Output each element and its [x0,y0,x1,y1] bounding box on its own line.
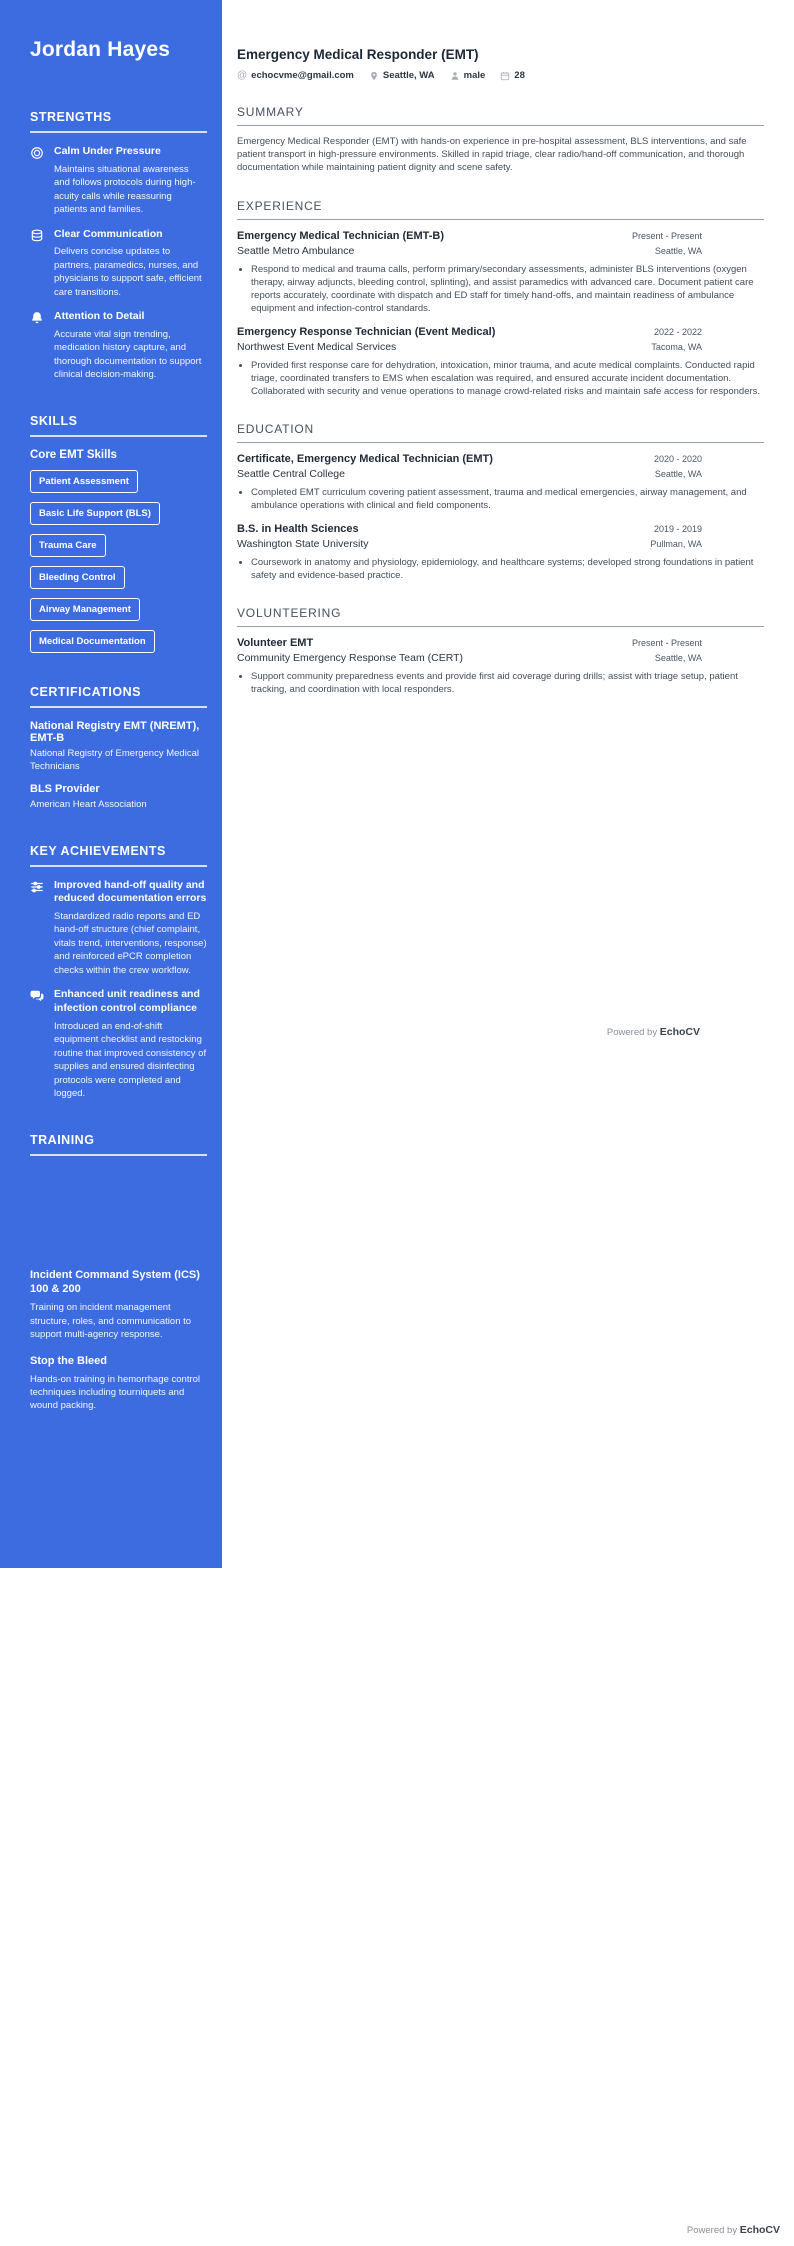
achievement-text [54,988,207,1100]
education-location: Pullman, WA [650,538,702,549]
skill-tag: Airway Management [30,598,140,621]
achievement-item [30,879,207,978]
map-pin-icon [369,71,379,81]
person-icon [450,71,460,81]
volunteering-entry [237,637,764,696]
entry-title-row [237,230,764,242]
skill-group-title: Core EMT Skills [30,448,117,461]
strength-body: Accurate vital sign trending, medication history capture, and thorough documentation to support clinical decision-making. [54,328,202,381]
entry-org-row [237,535,764,550]
strength-body: Maintains situational awareness and follows protocols during high-acuity calls while reassuring patients and families. [54,163,196,216]
achievement-title: Enhanced unit readiness and infection control compliance [54,988,200,1014]
gender-value: male [463,70,486,81]
certifications-heading: CERTIFICATIONS [30,685,207,708]
certification-item [30,783,207,811]
volunteer-bullet: • Support community preparedness events and provide first aid coverage during drills; assist with triage setup, patient tracking, and coordination with local responders. [251,670,764,696]
strength-text [54,145,207,217]
job-bullets [237,359,764,398]
volunteer-org: Community Emergency Response Team (CERT) [237,651,464,664]
skill-tag: Bleeding Control [30,566,125,589]
summary-heading: SUMMARY [237,105,764,126]
degree-title: Certificate, Emergency Medical Technician (EMT) [237,452,493,465]
training-title: Stop the Bleed [30,1354,108,1367]
volunteer-location: Seattle, WA [654,652,702,663]
education-heading: EDUCATION [237,422,764,443]
company-name: Northwest Event Medical Services [237,340,397,353]
summary-body: Emergency Medical Responder (EMT) with hands-on experience in pre-hospital assessment, BLS interventions, and safe patient transport in high-pressure environments. Skilled in rapid triage, clear radio/hand-off communication, and thorough documentation while maintaining patient dignity and scene safety. [237,136,747,173]
skill-tags [30,470,207,653]
experience-entry [237,230,764,315]
entry-org-row [237,649,764,664]
skills-heading: SKILLS [30,414,207,437]
volunteering-heading: VOLUNTEERING [237,606,764,627]
training-body: Training on incident management structure, roles, and communication to support multi-agency response. [30,1302,192,1341]
training-item [30,1268,207,1342]
achievements-heading: KEY ACHIEVEMENTS [30,844,207,867]
education-bullet: • Coursework in anatomy and physiology, epidemiology, and healthcare systems; developed strong foundations in patient safety and evidence-based practice. [251,556,764,582]
strengths-heading: STRENGTHS [30,110,207,133]
strengths-section [30,110,207,382]
job-title: Emergency Medical Technician (EMT-B) [237,229,445,242]
strength-item [30,310,207,382]
email-value[interactable]: echocvme@gmail.com [251,70,354,81]
volunteering-section [237,606,764,696]
page-break-spacer [30,1168,207,1268]
school-name: Seattle Central College [237,467,345,480]
at-icon: @ [237,70,248,81]
sliders-icon [30,879,45,978]
powered-by-footer-page2 [687,2224,780,2236]
volunteer-dates: Present - Present [631,637,702,648]
skills-section [30,414,207,653]
chat-bubbles-icon [30,988,45,1100]
entry-org-row [237,242,764,257]
contact-age [500,70,525,81]
education-section [237,422,764,582]
training-item [30,1354,207,1413]
skill-tag: Medical Documentation [30,630,155,653]
strength-body: Delivers concise updates to partners, paramedics, nurses, and physicians to support safe, efficient care transitions. [54,246,202,298]
certification-title: BLS Provider [30,783,100,796]
target-icon [30,145,45,217]
contact-gender [450,70,486,81]
strength-item [30,228,207,300]
job-bullet: • Respond to medical and trauma calls, perform primary/secondary assessments, administer BLS interventions (oxygen therapy, airway adjuncts, bleeding control, splinting), and assist paramedics with advanced care. Document patient care reports accurately, coordinate with dispatch and ED staff for timely hand-offs, and maintain readiness of ambulance equipment and infection-control standards. [251,263,764,315]
powered-by-label: Powered by [686,2225,738,2236]
powered-by-label: Powered by [606,1027,658,1038]
training-section [30,1133,207,1413]
skill-tag: Patient Assessment [30,470,138,493]
job-dates: Present - Present [631,230,702,241]
achievement-body: Introduced an end-of-shift equipment checklist and restocking routine that improved consistency of supplies and ensured disinfecting protocols were completed and logged. [54,1020,207,1100]
job-location: Tacoma, WA [651,341,702,352]
certification-issuer: National Registry of Emergency Medical Technicians [30,747,199,773]
certification-issuer: American Heart Association [30,799,147,811]
strength-item [30,145,207,217]
job-bullet: • Provided first response care for dehydration, intoxication, minor trauma, and acute medical complaints. Conducted rapid triage, coordinated transfers to EMS when escalation was required, and ensured accurate incident documentation. Collaborated with security and venue operations to manage crowd-related risks and maintain safe access for responders. [251,359,764,398]
job-location: Seattle, WA [654,245,702,256]
entry-org-row [237,338,764,353]
contact-row [237,70,764,81]
contact-email [237,70,354,81]
certification-title: National Registry EMT (NREMT), EMT-B [30,719,200,744]
company-name: Seattle Metro Ambulance [237,244,355,257]
bell-icon [30,310,45,382]
school-name: Washington State University [237,537,369,550]
age-value: 28 [514,70,525,81]
education-location: Seattle, WA [654,468,702,479]
experience-section [237,199,764,398]
certification-item [30,720,207,774]
education-bullets [237,486,764,512]
training-body: Hands-on training in hemorrhage control techniques including tourniquets and wound packing. [30,1373,201,1412]
database-icon [30,228,45,300]
skill-tag: Basic Life Support (BLS) [30,502,160,525]
strength-text [54,310,207,382]
entry-title-row [237,453,764,465]
training-title: Incident Command System (ICS) 100 & 200 [30,1268,200,1296]
entry-org-row [237,465,764,480]
achievement-body: Standardized radio reports and ED hand-off structure (chief complaint, vitals trend, interventions, response) and reinforced ePCR completion checks within the crew workflow. [54,910,207,976]
achievements-section [30,844,207,1101]
entry-title-row [237,637,764,649]
education-dates: 2019 - 2019 [653,523,702,534]
experience-heading: EXPERIENCE [237,199,764,220]
certifications-section [30,685,207,812]
entry-title-row [237,326,764,338]
achievement-item [30,988,207,1100]
strength-title: Clear Communication [54,227,163,240]
education-dates: 2020 - 2020 [653,453,702,464]
volunteer-title: Volunteer EMT [237,636,314,649]
job-title: Emergency Response Technician (Event Medical) [237,325,496,338]
education-entry [237,453,764,512]
echocv-brand: EchoCV [739,2224,780,2236]
candidate-name: Jordan Hayes [30,38,171,61]
achievement-title: Improved hand-off quality and reduced documentation errors [54,878,207,905]
location-value: Seattle, WA [382,70,435,81]
strength-title: Calm Under Pressure [54,145,161,157]
training-heading: TRAINING [30,1133,207,1156]
calendar-icon [500,71,510,81]
sidebar [0,0,222,1568]
contact-location [369,70,435,81]
main-column [237,0,764,696]
education-bullet: • Completed EMT curriculum covering patient assessment, trauma and medical emergencies, airway management, and ambulance operations with clinical and field components. [251,486,764,512]
strength-title: Attention to Detail [54,310,145,323]
experience-entry [237,326,764,398]
echocv-brand: EchoCV [659,1026,700,1038]
achievement-text [54,879,207,978]
education-bullets [237,556,764,582]
strength-text [54,228,207,300]
education-entry [237,523,764,582]
skill-tag: Trauma Care [30,534,106,557]
volunteer-bullets [237,670,764,696]
entry-title-row [237,523,764,535]
powered-by-footer-page1 [607,1026,700,1038]
resume-title: Emergency Medical Responder (EMT) [237,47,479,62]
job-dates: 2022 - 2022 [653,326,702,337]
summary-section [237,105,764,175]
degree-title: B.S. in Health Sciences [237,522,359,535]
job-bullets [237,263,764,315]
